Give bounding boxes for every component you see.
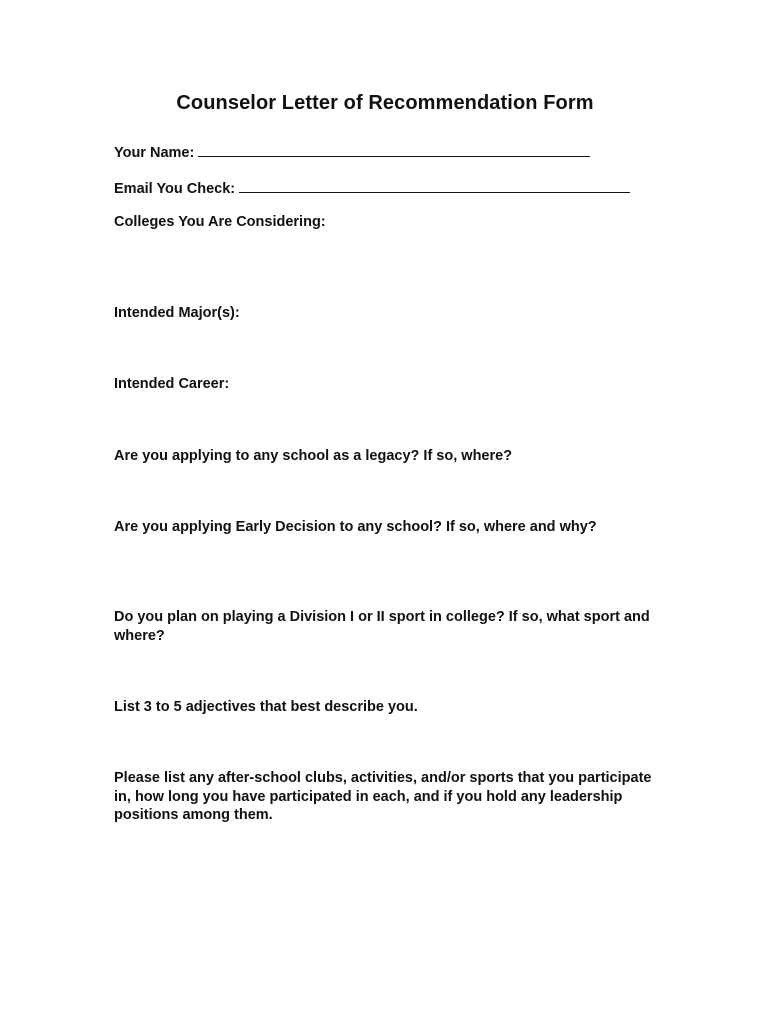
early-decision-question: Are you applying Early Decision to any school? If so, where and why?: [114, 519, 597, 535]
major-question: Intended Major(s):: [114, 305, 240, 321]
email-field: [114, 178, 630, 198]
your-name-blank-line[interactable]: [198, 142, 590, 157]
career-question: Intended Career:: [114, 376, 230, 392]
your-name-label: Your Name:: [114, 145, 195, 161]
email-blank-line[interactable]: [239, 178, 630, 193]
legacy-question: Are you applying to any school as a legacy? If so, where?: [114, 448, 513, 464]
division-sport-question: Do you plan on playing a Division I or II sport in college? If so, what sport and where?: [114, 609, 650, 644]
adjectives-question: List 3 to 5 adjectives that best describe you.: [114, 699, 418, 715]
form-title: Counselor Letter of Recommendation Form: [176, 92, 594, 114]
email-label: Email You Check:: [114, 181, 236, 197]
activities-question: Please list any after-school clubs, activities, and/or sports that you participate in, how long you have participated in each, and if you hold any leadership positions among them.: [114, 770, 652, 823]
your-name-field: [114, 142, 590, 162]
colleges-question: Colleges You Are Considering:: [114, 214, 326, 230]
